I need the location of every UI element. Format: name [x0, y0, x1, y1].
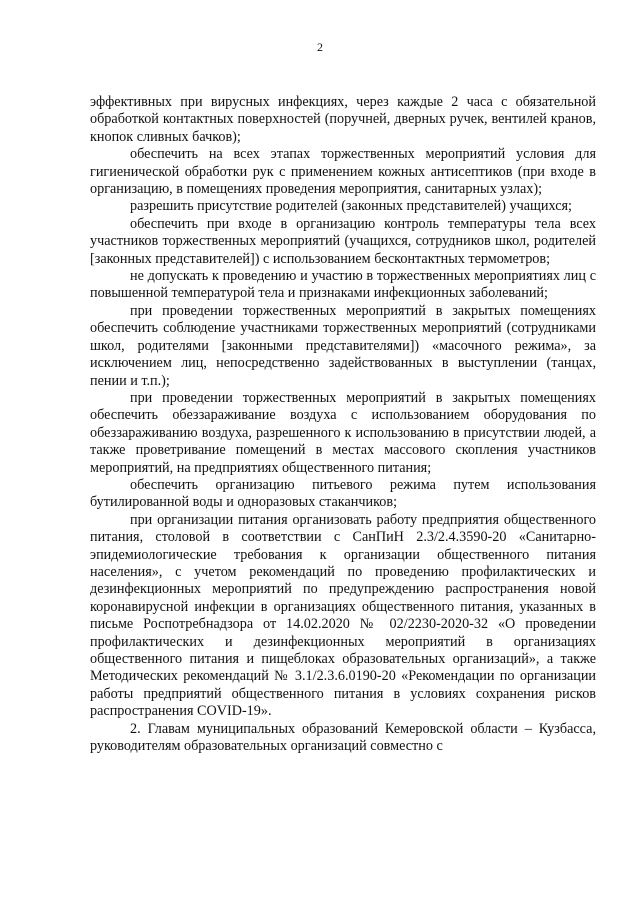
paragraph-hand-hygiene: обеспечить на всех этапах торжественных мероприятий условия для гигиенической обработки рук с применением кожных антисептиков (при входе в организацию, в помещениях проведения мероприятия, санитарных узлах); — [90, 146, 596, 198]
paragraph-temperature-control: обеспечить при входе в организацию контроль температуры тела всех участников торжественных мероприятий (учащихся, сотрудников школ, родителей [законных представителей]) с использованием бесконтактных термометров; — [90, 215, 596, 267]
page-number: 2 — [317, 40, 323, 54]
paragraph-drinking-regime: обеспечить организацию питьевого режима путем использования бутилированной воды и одноразовых стаканчиков; — [90, 476, 596, 511]
paragraph-air-disinfection: при проведении торжественных мероприятий в закрытых помещениях обеспечить обеззараживание воздуха с использованием оборудования по обеззараживанию воздуха, разрешенного к использованию в присутствии людей, а также проветривание помещений в местах массового скопления участников мероприятий, на предприятиях общественного питания; — [90, 389, 596, 476]
paragraph-parents-attendance: разрешить присутствие родителей (законных представителей) учащихся; — [130, 198, 572, 215]
paragraph-continuation: эффективных при вирусных инфекциях, через каждые 2 часа с обязательной обработкой контактных поверхностей (поручней, дверных ручек, вентилей кранов, кнопок сливных бачков); — [90, 94, 596, 145]
paragraph-item-2: 2. Главам муниципальных образований Кемеровской области – Кузбасса, руководителям образовательных организаций совместно с — [90, 720, 596, 755]
document-body — [90, 94, 596, 755]
paragraph-catering: при организации питания организовать работу предприятия общественного питания, столовой в соответствии с СанПиН 2.3/2.4.3590-20 «Санитарно-эпидемиологические требования к организации общественного питания населения», с учетом рекомендаций по проведению профилактических и дезинфекционных мероприятий по предупреждению распространения новой коронавирусной инфекции в организациях общественного питания, указанных в письме Роспотребнадзора от 14.02.2020 № 02/2230-2020-32 «О проведении профилактических и дезинфекционных мероприятий в организациях общественного питания и пищеблоках образовательных организаций», а также Методических рекомендаций № 3.1/2.3.6.0190-20 «Рекомендации по организации работы предприятий общественного питания в условиях сохранения рисков распространения COVID-19». — [90, 511, 596, 720]
paragraph-mask-regime: при проведении торжественных мероприятий в закрытых помещениях обеспечить соблюдение участниками торжественных мероприятий (сотрудниками школ, родителями [законными представителями]) «масочного режима», за исключением лиц, непосредственно задействованных в выступлении (танцах, пении и т.п.); — [90, 302, 596, 389]
paragraph-fever-exclusion: не допускать к проведению и участию в торжественных мероприятиях лиц с повышенной температурой тела и признаками инфекционных заболеваний; — [90, 268, 596, 302]
